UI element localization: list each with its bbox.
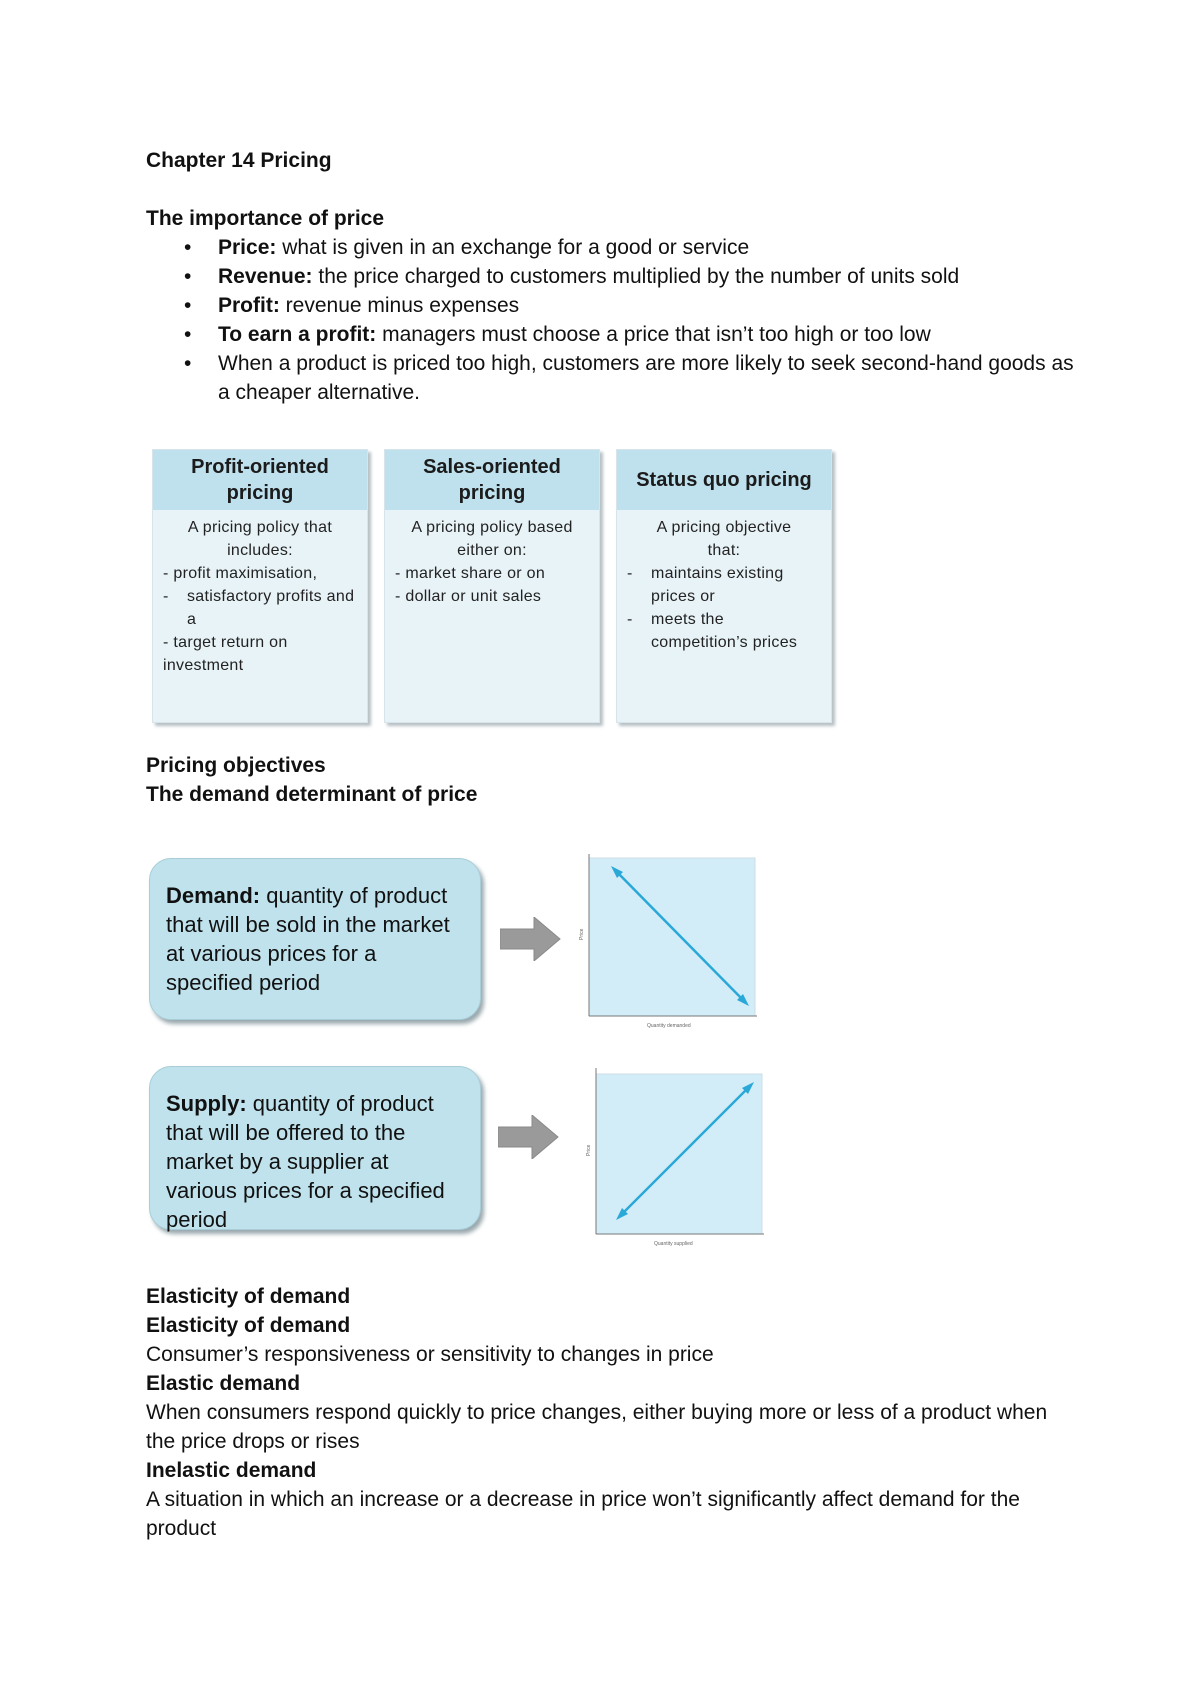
bullet-text: managers must choose a price that isn’t too high or too low: [376, 323, 931, 346]
card-item: - dollar or unit sales: [395, 588, 542, 605]
card-intro: A pricing policy based either on:: [411, 519, 573, 559]
list-item: [184, 349, 1076, 407]
card-body: [385, 510, 599, 614]
bullet-text: When a product is priced too high, customers are more likely to seek second-hand goods as a cheaper alternative.: [218, 352, 1074, 404]
bullet-term: Revenue:: [218, 265, 313, 288]
bullet-text: revenue minus expenses: [279, 294, 520, 317]
elastic-demand-heading: Elastic demand: [146, 1372, 301, 1395]
card-item-text: satisfactory profits and a: [187, 588, 355, 628]
y-axis-label: Price: [579, 928, 585, 940]
bullet-term: To earn a profit:: [218, 323, 377, 346]
card-item-text: maintains existing prices or: [651, 565, 784, 605]
elasticity-subheading: Elasticity of demand: [146, 1314, 351, 1337]
card-profit-oriented: [152, 449, 368, 723]
card-item: - profit maximisation,: [163, 565, 318, 582]
pricing-objectives-heading: Pricing objectives: [146, 754, 326, 777]
list-item: [184, 233, 1076, 262]
bullet-icon: •: [184, 323, 192, 346]
demand-term: Demand:: [166, 883, 261, 908]
bullet-icon: •: [184, 294, 192, 317]
bullet-icon: •: [184, 236, 192, 259]
card-title: Sales-oriented pricing: [385, 450, 599, 510]
list-item: [184, 262, 1076, 291]
elasticity-section: [146, 1282, 1076, 1543]
arrow-right-icon: [498, 1115, 560, 1159]
bullet-term: Profit:: [218, 294, 280, 317]
importance-heading: The importance of price: [146, 207, 385, 230]
supply-curve-graph: [582, 1066, 772, 1248]
inelastic-demand-heading: Inelastic demand: [146, 1459, 317, 1482]
bullet-text: the price charged to customers multiplied by the number of units sold: [312, 265, 960, 288]
card-item-text: target return on investment: [163, 634, 288, 674]
arrow-right-icon: [500, 917, 562, 961]
bullet-icon: •: [184, 265, 192, 288]
card-item-text: dollar or unit sales: [405, 588, 542, 605]
card-intro: A pricing objective that:: [656, 519, 792, 559]
elastic-demand-definition: When consumers respond quickly to price changes, either buying more or less of a product when the price drops or rises: [146, 1401, 1048, 1453]
importance-list: [146, 233, 1076, 407]
card-item: - satisfactory profits and a: [163, 585, 357, 631]
y-axis-label: Price: [586, 1144, 592, 1156]
demand-definition-box: [149, 858, 481, 1020]
document-text: [146, 146, 1076, 407]
card-intro: A pricing policy that includes:: [187, 519, 333, 559]
card-item: - maintains existing prices or: [627, 562, 821, 608]
card-title: Profit-oriented pricing: [153, 450, 367, 510]
graph-area: [589, 858, 755, 1016]
inelastic-demand-definition: A situation in which an increase or a decrease in price won’t significantly affect demand for the product: [146, 1488, 1020, 1540]
demand-heading: The demand determinant of price: [146, 783, 478, 806]
card-item-text: profit maximisation,: [173, 565, 318, 582]
supply-text: quantity of product that will be offered to the market by a supplier at various prices for a specified period: [166, 1091, 445, 1232]
card-title: Status quo pricing: [617, 450, 831, 510]
x-axis-label: Quantity supplied: [654, 1241, 693, 1247]
list-item: [184, 291, 1076, 320]
list-item: [184, 320, 1076, 349]
chapter-title: Chapter 14 Pricing: [146, 149, 332, 172]
bullet-text: what is given in an exchange for a good or service: [276, 236, 750, 259]
bullet-term: Price:: [218, 236, 277, 259]
elasticity-definition: Consumer’s responsiveness or sensitivity to changes in price: [146, 1343, 714, 1366]
elasticity-heading: Elasticity of demand: [146, 1285, 351, 1308]
card-item: - market share or on: [395, 565, 546, 582]
card-body: [153, 510, 367, 683]
card-sales-oriented: [384, 449, 600, 723]
card-item-text: meets the competition’s prices: [651, 611, 798, 651]
pricing-objective-cards: [152, 449, 842, 725]
x-axis-label: Quantity demanded: [647, 1023, 691, 1029]
card-item: - target return on investment: [163, 634, 288, 674]
demand-text: quantity of product that will be sold in the market at various prices for a specified period: [166, 883, 450, 995]
supply-term: Supply:: [166, 1091, 247, 1116]
card-status-quo: [616, 449, 832, 723]
demand-curve-graph: [575, 852, 765, 1032]
card-body: [617, 510, 831, 660]
card-item-text: market share or on: [405, 565, 546, 582]
section-headings: [146, 751, 477, 809]
supply-definition-box: [149, 1066, 481, 1230]
card-item: - meets the competition’s prices: [627, 608, 821, 654]
bullet-icon: •: [184, 352, 192, 375]
